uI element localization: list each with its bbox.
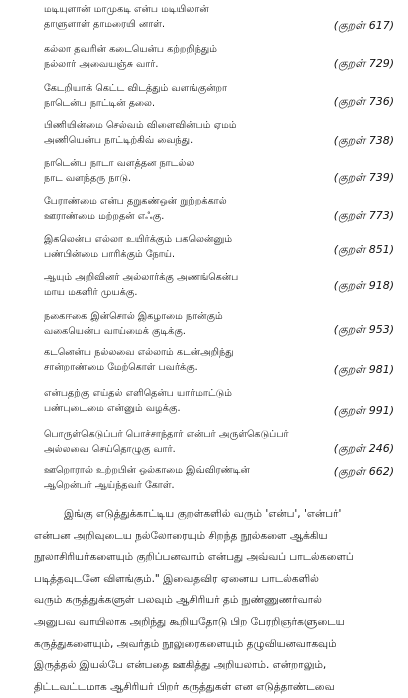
kural-verse-729: [44, 42, 394, 72]
verse-line-1: பொருள்கெடுப்பர் பொச்சாந்தார் என்பர் அருள்கெடுப்பர்: [44, 429, 289, 440]
verse-line-1: இகலென்ப எல்லா உயிர்க்கும் பகலென்னும்: [44, 234, 233, 245]
paragraph-line: இருத்தல் இயல்பே என்பதை ஊகித்து அறியலாம். என்றாலும்,: [34, 659, 327, 672]
verse-line-2: தாளுளாள் தாமரையி னாள்.: [44, 19, 166, 30]
verse-line-2: சான்றாண்மை மேற்கொள் பவர்க்கு.: [44, 362, 198, 373]
kural-verse-662: [44, 463, 394, 493]
commentary-paragraph: [34, 504, 404, 698]
kural-reference: (குறள் 851): [333, 243, 394, 256]
verse-line-1: மடியுளான் மாமுகடி என்ப மடியிலான்: [44, 4, 209, 15]
paragraph-line: திட்டவட்டமாக ஆசிரியர் பிறர் கருத்துகள் என எடுத்தாண்டவை: [34, 680, 335, 693]
verse-line-1: கேடறியாக் கெட்ட விடத்தும் வளங்குன்றா: [44, 83, 228, 94]
kural-verse-246: [44, 427, 394, 457]
verse-line-2: பண்பின்மை பாரிக்கும் நோய்.: [44, 249, 176, 260]
paragraph-line: அனுபவ வாயிலாக அறிந்து கூறியதோடு பிற பேரறிஞர்களுடைய: [34, 615, 345, 628]
kural-verse-738: [44, 118, 394, 148]
verse-line-2: நல்லார் அவையஞ்சு வார்.: [44, 59, 159, 70]
kural-reference: (குறள் 953): [333, 323, 394, 336]
kural-verse-773: [44, 194, 394, 224]
paragraph-line: படித்தவுடனே விளங்கும்." இவைதவிர ஏனைய பாடல்களில்: [34, 572, 319, 585]
kural-verse-739: [44, 156, 394, 186]
kural-reference: (குறள் 773): [333, 209, 394, 222]
kural-reference: (குறள் 738): [333, 134, 394, 147]
verse-line-2: வகையென்ப வாய்மைக் குடிக்கு.: [44, 326, 186, 337]
paragraph-line: கருத்துகளையும், அவர்தம் நூலுரைகளையும் தழுவியனவாகவும்: [34, 637, 337, 650]
verse-line-2: ஆறென்பர் ஆய்ந்தவர் கோள்.: [44, 480, 175, 491]
verse-line-1: நகைஈகை இன்சொல் இகழாமை நான்கும்: [44, 311, 223, 322]
paragraph-line: இங்கு எடுத்துக்காட்டிய குறள்களில் வரும் 'என்ப', 'என்பர்': [64, 508, 342, 520]
kural-verse-851: [44, 232, 394, 262]
paragraph-line: என்பன அறிவுடைய நல்லோரையும் சிறந்த நூல்களை ஆக்கிய: [34, 529, 328, 542]
kural-reference: (குறள் 991): [333, 404, 394, 417]
verse-line-2: ஊராண்மை மற்றதன் எஃகு.: [44, 211, 165, 222]
verse-line-1: கடனென்ப நல்லவை எல்லாம் கடன்அறிந்து: [44, 347, 234, 358]
verse-line-2: மாய மகளிர் முயக்கு.: [44, 287, 138, 298]
kural-reference: (குறள் 739): [333, 171, 394, 184]
paragraph-line: வரும் கருத்துக்களுள் பலவும் ஆசிரியர் தம் நுண்ணுணர்வால்: [34, 594, 322, 607]
verse-line-1: பிணியின்மை செல்வம் விளைவின்பம் ஏமம்: [44, 120, 237, 131]
kural-reference: (குறள் 981): [333, 363, 394, 376]
verse-line-1: நாடென்ப நாடா வளத்தன நாடல்ல: [44, 158, 195, 169]
verse-line-2: அல்லவை செய்தொழுகு வார்.: [44, 444, 176, 455]
verse-line-1: என்பதற்கு எய்தல் எளிதென்ப யார்மாட்டும்: [44, 388, 232, 399]
kural-reference: (குறள் 246): [333, 442, 394, 455]
kural-verse-991: [44, 386, 394, 416]
kural-verse-981: [44, 345, 394, 375]
kural-verse-617: [44, 2, 394, 32]
kural-reference: (குறள் 617): [333, 19, 394, 32]
kural-verse-918: [44, 270, 394, 300]
verse-line-2: நாட வளந்தரு நாடு.: [44, 173, 132, 184]
verse-line-2: நாடென்ப நாட்டின் தலை.: [44, 98, 156, 109]
verse-line-1: ஆயும் அறிவினர் அல்லார்க்கு அணங்கென்ப: [44, 272, 239, 283]
kural-reference: (குறள் 736): [333, 95, 394, 108]
kural-reference: (குறள் 729): [333, 57, 394, 70]
verse-line-1: கல்லா தவரின் கடையென்ப கற்றறிந்தும்: [44, 44, 218, 55]
verse-line-2: அணியென்ப நாட்டிற்கிவ் வைந்து.: [44, 135, 194, 146]
kural-reference: (குறள் 662): [333, 465, 394, 478]
kural-verse-736: [44, 81, 394, 111]
paragraph-line: நூலாசிரியர்களையும் குறிப்பனவாம் என்பது அவ்வப் பாடல்களைப்: [34, 551, 354, 564]
verse-line-1: ஊறொரால் உற்றபின் ஒல்காமை இவ்விரண்டின்: [44, 465, 250, 476]
kural-verse-953: [44, 309, 394, 339]
verse-line-1: பேராண்மை என்ப தறுகண்ஒன் றுற்றக்கால்: [44, 196, 227, 207]
verse-line-2: பண்புடைமை என்னும் வழக்கு.: [44, 403, 181, 414]
kural-reference: (குறள் 918): [333, 279, 394, 292]
